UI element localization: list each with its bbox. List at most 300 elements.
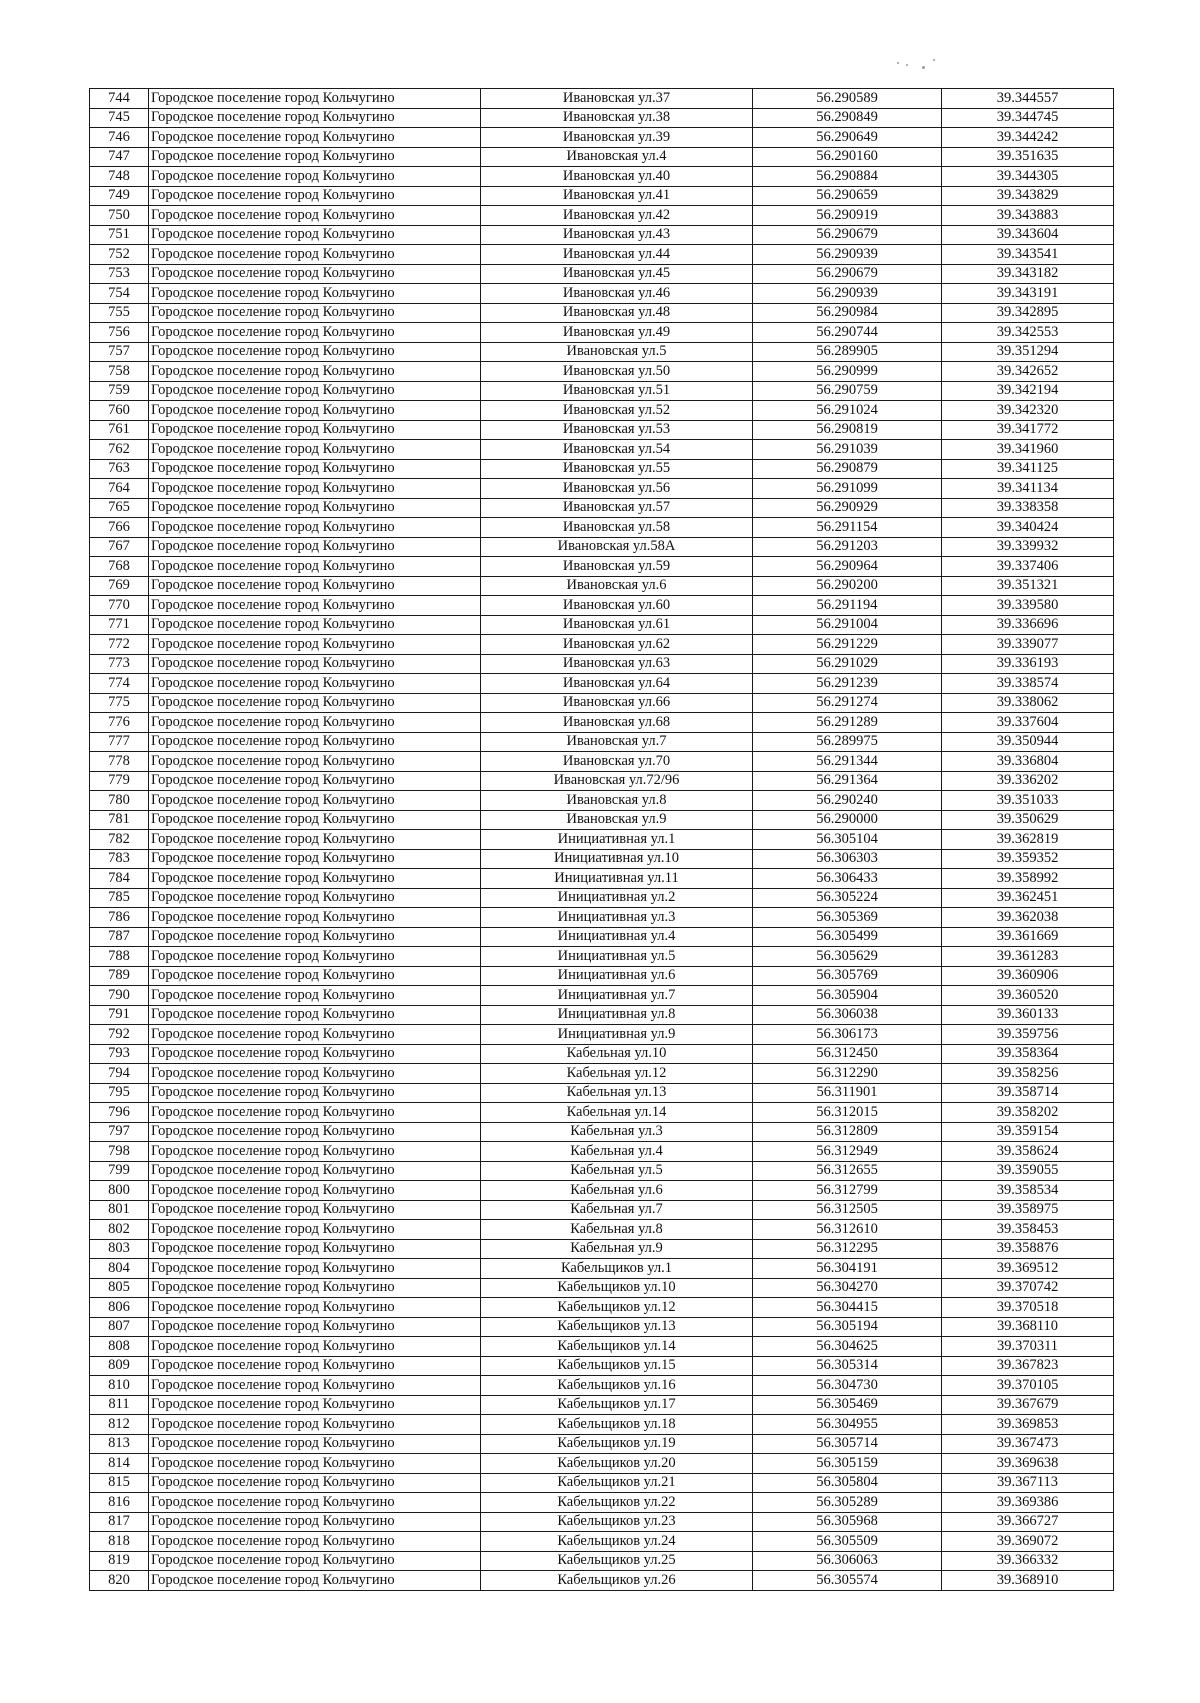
settlement-cell: Городское поселение город Кольчугино [149,537,481,557]
address-cell: Кабельная ул.9 [481,1239,753,1259]
table-row [90,986,1114,1006]
address-cell: Ивановская ул.39 [481,128,753,148]
address-cell: Инициативная ул.3 [481,908,753,928]
settlement-cell: Городское поселение город Кольчугино [149,147,481,167]
table-row [90,498,1114,518]
settlement-cell: Городское поселение город Кольчугино [149,128,481,148]
row-number: 789 [90,966,149,986]
latitude-cell: 56.312295 [753,1239,942,1259]
settlement-cell: Городское поселение город Кольчугино [149,284,481,304]
settlement-cell: Городское поселение город Кольчугино [149,186,481,206]
table-row [90,771,1114,791]
settlement-cell: Городское поселение город Кольчугино [149,225,481,245]
longitude-cell: 39.341960 [942,440,1114,460]
row-number: 753 [90,264,149,284]
latitude-cell: 56.304191 [753,1259,942,1279]
settlement-cell: Городское поселение город Кольчугино [149,1005,481,1025]
latitude-cell: 56.305968 [753,1512,942,1532]
latitude-cell: 56.290000 [753,810,942,830]
settlement-cell: Городское поселение город Кольчугино [149,1434,481,1454]
latitude-cell: 56.290999 [753,362,942,382]
latitude-cell: 56.290659 [753,186,942,206]
row-number: 816 [90,1493,149,1513]
latitude-cell: 56.305804 [753,1473,942,1493]
settlement-cell: Городское поселение город Кольчугино [149,771,481,791]
row-number: 756 [90,323,149,343]
settlement-cell: Городское поселение город Кольчугино [149,1571,481,1591]
longitude-cell: 39.341125 [942,459,1114,479]
table-row [90,849,1114,869]
latitude-cell: 56.291239 [753,674,942,694]
table-row [90,186,1114,206]
latitude-cell: 56.305629 [753,947,942,967]
latitude-cell: 56.291039 [753,440,942,460]
longitude-cell: 39.336202 [942,771,1114,791]
row-number: 783 [90,849,149,869]
table-row [90,654,1114,674]
row-number: 757 [90,342,149,362]
settlement-cell: Городское поселение город Кольчугино [149,1259,481,1279]
longitude-cell: 39.370311 [942,1337,1114,1357]
settlement-cell: Городское поселение город Кольчугино [149,927,481,947]
latitude-cell: 56.290744 [753,323,942,343]
table-row [90,1044,1114,1064]
row-number: 760 [90,401,149,421]
longitude-cell: 39.336804 [942,752,1114,772]
latitude-cell: 56.291099 [753,479,942,499]
settlement-cell: Городское поселение город Кольчугино [149,635,481,655]
longitude-cell: 39.370742 [942,1278,1114,1298]
longitude-cell: 39.342320 [942,401,1114,421]
longitude-cell: 39.367679 [942,1395,1114,1415]
address-cell: Ивановская ул.50 [481,362,753,382]
address-cell: Ивановская ул.5 [481,342,753,362]
latitude-cell: 56.305904 [753,986,942,1006]
latitude-cell: 56.305224 [753,888,942,908]
settlement-cell: Городское поселение город Кольчугино [149,810,481,830]
latitude-cell: 56.306063 [753,1551,942,1571]
latitude-cell: 56.305314 [753,1356,942,1376]
row-number: 795 [90,1083,149,1103]
latitude-cell: 56.306303 [753,849,942,869]
address-cell: Кабельщиков ул.23 [481,1512,753,1532]
table-row [90,635,1114,655]
latitude-cell: 56.306173 [753,1025,942,1045]
address-cell: Кабельщиков ул.19 [481,1434,753,1454]
address-cell: Инициативная ул.1 [481,830,753,850]
longitude-cell: 39.344305 [942,167,1114,187]
longitude-cell: 39.351033 [942,791,1114,811]
row-number: 762 [90,440,149,460]
table-row [90,596,1114,616]
longitude-cell: 39.339077 [942,635,1114,655]
address-cell: Ивановская ул.8 [481,791,753,811]
table-row [90,1239,1114,1259]
address-cell: Ивановская ул.66 [481,693,753,713]
longitude-cell: 39.362038 [942,908,1114,928]
scan-speck [922,66,925,69]
row-number: 815 [90,1473,149,1493]
latitude-cell: 56.291154 [753,518,942,538]
longitude-cell: 39.344242 [942,128,1114,148]
table-row [90,752,1114,772]
latitude-cell: 56.312809 [753,1122,942,1142]
table-row [90,264,1114,284]
row-number: 818 [90,1532,149,1552]
table-row [90,888,1114,908]
latitude-cell: 56.291364 [753,771,942,791]
row-number: 807 [90,1317,149,1337]
settlement-cell: Городское поселение город Кольчугино [149,791,481,811]
latitude-cell: 56.305574 [753,1571,942,1591]
row-number: 767 [90,537,149,557]
latitude-cell: 56.306038 [753,1005,942,1025]
row-number: 788 [90,947,149,967]
table-row [90,615,1114,635]
longitude-cell: 39.369386 [942,1493,1114,1513]
row-number: 758 [90,362,149,382]
latitude-cell: 56.304415 [753,1298,942,1318]
table-row [90,1259,1114,1279]
row-number: 820 [90,1571,149,1591]
table-row [90,167,1114,187]
address-cell: Ивановская ул.56 [481,479,753,499]
table-row [90,518,1114,538]
row-number: 802 [90,1220,149,1240]
address-cell: Ивановская ул.59 [481,557,753,577]
longitude-cell: 39.370105 [942,1376,1114,1396]
longitude-cell: 39.351635 [942,147,1114,167]
table-row [90,108,1114,128]
address-cell: Ивановская ул.72/96 [481,771,753,791]
longitude-cell: 39.358876 [942,1239,1114,1259]
settlement-cell: Городское поселение город Кольчугино [149,1025,481,1045]
latitude-cell: 56.291024 [753,401,942,421]
row-number: 803 [90,1239,149,1259]
table-row [90,1278,1114,1298]
longitude-cell: 39.342194 [942,381,1114,401]
row-number: 765 [90,498,149,518]
address-cell: Кабельщиков ул.24 [481,1532,753,1552]
settlement-cell: Городское поселение город Кольчугино [149,1083,481,1103]
latitude-cell: 56.305499 [753,927,942,947]
row-number: 768 [90,557,149,577]
longitude-cell: 39.370518 [942,1298,1114,1318]
settlement-cell: Городское поселение город Кольчугино [149,674,481,694]
address-cell: Инициативная ул.4 [481,927,753,947]
latitude-cell: 56.290939 [753,245,942,265]
latitude-cell: 56.290160 [753,147,942,167]
address-cell: Кабельщиков ул.13 [481,1317,753,1337]
latitude-cell: 56.305469 [753,1395,942,1415]
table-row [90,1395,1114,1415]
row-number: 787 [90,927,149,947]
longitude-cell: 39.367473 [942,1434,1114,1454]
longitude-cell: 39.358202 [942,1103,1114,1123]
longitude-cell: 39.369638 [942,1454,1114,1474]
latitude-cell: 56.291344 [753,752,942,772]
row-number: 806 [90,1298,149,1318]
table-row [90,1337,1114,1357]
address-cell: Кабельная ул.8 [481,1220,753,1240]
latitude-cell: 56.290759 [753,381,942,401]
address-cell: Кабельщиков ул.21 [481,1473,753,1493]
address-cell: Кабельщиков ул.26 [481,1571,753,1591]
scan-speck [933,59,935,61]
settlement-cell: Городское поселение город Кольчугино [149,908,481,928]
latitude-cell: 56.290200 [753,576,942,596]
address-cell: Ивановская ул.55 [481,459,753,479]
settlement-cell: Городское поселение город Кольчугино [149,167,481,187]
longitude-cell: 39.366727 [942,1512,1114,1532]
longitude-cell: 39.342553 [942,323,1114,343]
address-cell: Ивановская ул.42 [481,206,753,226]
settlement-cell: Городское поселение город Кольчугино [149,615,481,635]
table-row [90,89,1114,109]
table-row [90,537,1114,557]
longitude-cell: 39.336193 [942,654,1114,674]
row-number: 766 [90,518,149,538]
address-cell: Кабельная ул.7 [481,1200,753,1220]
address-cell: Ивановская ул.38 [481,108,753,128]
row-number: 801 [90,1200,149,1220]
address-cell: Кабельщиков ул.17 [481,1395,753,1415]
settlement-cell: Городское поселение город Кольчугино [149,752,481,772]
address-cell: Кабельная ул.4 [481,1142,753,1162]
longitude-cell: 39.342895 [942,303,1114,323]
address-cell: Ивановская ул.41 [481,186,753,206]
longitude-cell: 39.343541 [942,245,1114,265]
table-row [90,1161,1114,1181]
table-row [90,1551,1114,1571]
settlement-cell: Городское поселение город Кольчугино [149,1493,481,1513]
row-number: 751 [90,225,149,245]
address-cell: Ивановская ул.62 [481,635,753,655]
table-row [90,147,1114,167]
table-row [90,1434,1114,1454]
address-cell: Кабельщиков ул.15 [481,1356,753,1376]
latitude-cell: 56.305289 [753,1493,942,1513]
longitude-cell: 39.361669 [942,927,1114,947]
table-row [90,303,1114,323]
row-number: 747 [90,147,149,167]
longitude-cell: 39.340424 [942,518,1114,538]
latitude-cell: 56.304730 [753,1376,942,1396]
settlement-cell: Городское поселение город Кольчугино [149,1376,481,1396]
scan-speck [897,62,899,64]
settlement-cell: Городское поселение город Кольчугино [149,264,481,284]
address-cell: Ивановская ул.53 [481,420,753,440]
settlement-cell: Городское поселение город Кольчугино [149,518,481,538]
table-row [90,342,1114,362]
settlement-cell: Городское поселение город Кольчугино [149,1278,481,1298]
settlement-cell: Городское поселение город Кольчугино [149,1337,481,1357]
table-row [90,440,1114,460]
table-row [90,674,1114,694]
address-cell: Кабельщиков ул.20 [481,1454,753,1474]
row-number: 744 [90,89,149,109]
address-cell: Ивановская ул.37 [481,89,753,109]
settlement-cell: Городское поселение город Кольчугино [149,1395,481,1415]
longitude-cell: 39.360520 [942,986,1114,1006]
settlement-cell: Городское поселение город Кольчугино [149,1415,481,1435]
address-cell: Ивановская ул.61 [481,615,753,635]
table-row [90,557,1114,577]
longitude-cell: 39.337604 [942,713,1114,733]
settlement-cell: Городское поселение город Кольчугино [149,108,481,128]
address-cell: Ивановская ул.45 [481,264,753,284]
settlement-cell: Городское поселение город Кольчугино [149,888,481,908]
longitude-cell: 39.344745 [942,108,1114,128]
table-row [90,576,1114,596]
row-number: 813 [90,1434,149,1454]
settlement-cell: Городское поселение город Кольчугино [149,557,481,577]
row-number: 791 [90,1005,149,1025]
settlement-cell: Городское поселение город Кольчугино [149,1103,481,1123]
settlement-cell: Городское поселение город Кольчугино [149,381,481,401]
table-row [90,693,1114,713]
row-number: 749 [90,186,149,206]
address-cell: Кабельщиков ул.14 [481,1337,753,1357]
table-row [90,479,1114,499]
row-number: 811 [90,1395,149,1415]
settlement-cell: Городское поселение город Кольчугино [149,1044,481,1064]
latitude-cell: 56.291289 [753,713,942,733]
table-row [90,1493,1114,1513]
settlement-cell: Городское поселение город Кольчугино [149,1064,481,1084]
address-cell: Инициативная ул.7 [481,986,753,1006]
table-row [90,1064,1114,1084]
longitude-cell: 39.358624 [942,1142,1114,1162]
longitude-cell: 39.368110 [942,1317,1114,1337]
settlement-cell: Городское поселение город Кольчугино [149,986,481,1006]
address-cell: Инициативная ул.6 [481,966,753,986]
row-number: 755 [90,303,149,323]
row-number: 769 [90,576,149,596]
settlement-cell: Городское поселение город Кольчугино [149,323,481,343]
longitude-cell: 39.366332 [942,1551,1114,1571]
settlement-cell: Городское поселение город Кольчугино [149,303,481,323]
settlement-cell: Городское поселение город Кольчугино [149,1239,481,1259]
row-number: 786 [90,908,149,928]
settlement-cell: Городское поселение город Кольчугино [149,849,481,869]
address-cell: Инициативная ул.10 [481,849,753,869]
table-row [90,1454,1114,1474]
settlement-cell: Городское поселение город Кольчугино [149,401,481,421]
settlement-cell: Городское поселение город Кольчугино [149,1317,481,1337]
settlement-cell: Городское поселение город Кольчугино [149,1220,481,1240]
table-row [90,1142,1114,1162]
latitude-cell: 56.311901 [753,1083,942,1103]
settlement-cell: Городское поселение город Кольчугино [149,654,481,674]
address-cell: Инициативная ул.11 [481,869,753,889]
table-row [90,381,1114,401]
address-cell: Ивановская ул.58А [481,537,753,557]
longitude-cell: 39.360133 [942,1005,1114,1025]
row-number: 761 [90,420,149,440]
settlement-cell: Городское поселение город Кольчугино [149,1512,481,1532]
address-cell: Кабельщиков ул.25 [481,1551,753,1571]
table-row [90,284,1114,304]
latitude-cell: 56.291203 [753,537,942,557]
settlement-cell: Городское поселение город Кольчугино [149,732,481,752]
table-row [90,1532,1114,1552]
latitude-cell: 56.291274 [753,693,942,713]
address-cell: Кабельная ул.5 [481,1161,753,1181]
longitude-cell: 39.342652 [942,362,1114,382]
longitude-cell: 39.341772 [942,420,1114,440]
longitude-cell: 39.339932 [942,537,1114,557]
latitude-cell: 56.312450 [753,1044,942,1064]
address-cell: Ивановская ул.63 [481,654,753,674]
row-number: 780 [90,791,149,811]
longitude-cell: 39.358453 [942,1220,1114,1240]
longitude-cell: 39.337406 [942,557,1114,577]
table-row [90,1083,1114,1103]
address-cell: Ивановская ул.43 [481,225,753,245]
latitude-cell: 56.290679 [753,225,942,245]
address-cell: Ивановская ул.68 [481,713,753,733]
address-cell: Инициативная ул.5 [481,947,753,967]
settlement-cell: Городское поселение город Кольчугино [149,830,481,850]
longitude-cell: 39.360906 [942,966,1114,986]
row-number: 763 [90,459,149,479]
address-cell: Ивановская ул.48 [481,303,753,323]
settlement-cell: Городское поселение город Кольчугино [149,713,481,733]
longitude-cell: 39.362451 [942,888,1114,908]
settlement-cell: Городское поселение город Кольчугино [149,498,481,518]
table-row [90,1103,1114,1123]
settlement-cell: Городское поселение город Кольчугино [149,440,481,460]
latitude-cell: 56.290649 [753,128,942,148]
row-number: 750 [90,206,149,226]
address-cell: Ивановская ул.46 [481,284,753,304]
longitude-cell: 39.358364 [942,1044,1114,1064]
address-cell: Ивановская ул.52 [481,401,753,421]
settlement-cell: Городское поселение город Кольчугино [149,596,481,616]
address-cell: Ивановская ул.49 [481,323,753,343]
address-cell: Ивановская ул.9 [481,810,753,830]
row-number: 772 [90,635,149,655]
settlement-cell: Городское поселение город Кольчугино [149,342,481,362]
settlement-cell: Городское поселение город Кольчугино [149,693,481,713]
row-number: 784 [90,869,149,889]
table-row [90,1512,1114,1532]
table-row [90,1317,1114,1337]
row-number: 794 [90,1064,149,1084]
address-cell: Ивановская ул.4 [481,147,753,167]
table-row [90,245,1114,265]
address-cell: Ивановская ул.54 [481,440,753,460]
table-row [90,1356,1114,1376]
settlement-cell: Городское поселение город Кольчугино [149,1122,481,1142]
settlement-cell: Городское поселение город Кольчугино [149,1454,481,1474]
row-number: 797 [90,1122,149,1142]
longitude-cell: 39.368910 [942,1571,1114,1591]
table-row [90,810,1114,830]
address-cell: Ивановская ул.58 [481,518,753,538]
table-row [90,225,1114,245]
table-row [90,830,1114,850]
row-number: 745 [90,108,149,128]
address-cell: Кабельная ул.13 [481,1083,753,1103]
settlement-cell: Городское поселение город Кольчугино [149,459,481,479]
address-cell: Ивановская ул.57 [481,498,753,518]
row-number: 764 [90,479,149,499]
row-number: 770 [90,596,149,616]
longitude-cell: 39.350629 [942,810,1114,830]
row-number: 779 [90,771,149,791]
